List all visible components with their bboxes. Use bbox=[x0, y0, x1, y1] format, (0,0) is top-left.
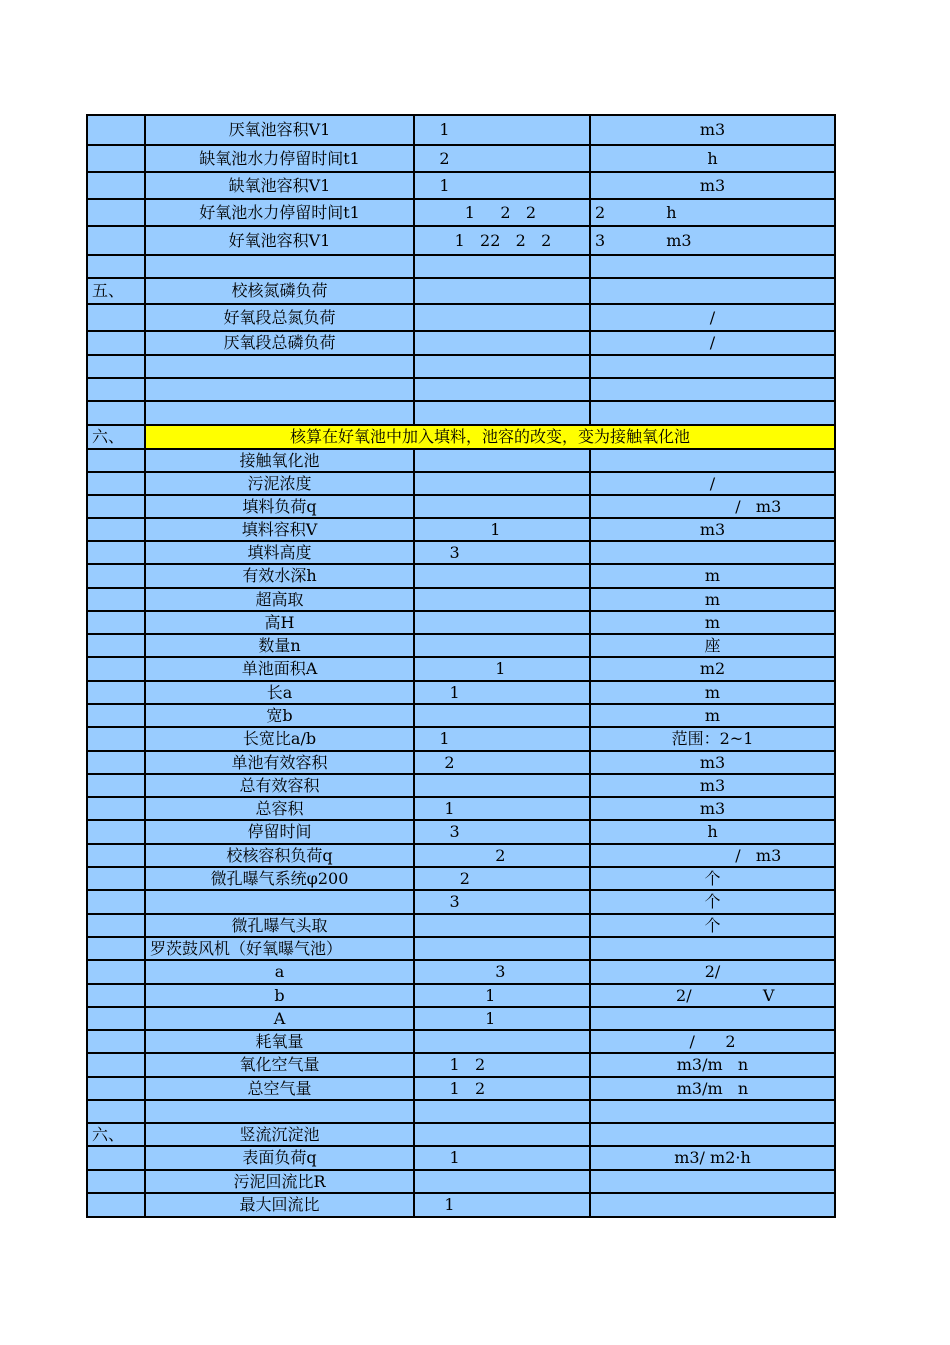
table-row bbox=[87, 172, 835, 199]
section-cell[interactable] bbox=[87, 1100, 145, 1123]
unit-cell[interactable] bbox=[590, 355, 835, 378]
unit-cell[interactable]: 2 h bbox=[590, 199, 835, 226]
value-cell[interactable] bbox=[414, 937, 590, 960]
unit-cell[interactable]: 2/ V bbox=[590, 984, 835, 1007]
table-row bbox=[87, 564, 835, 588]
table-row bbox=[87, 890, 835, 914]
item-name-cell[interactable]: 微孔曝气头取 bbox=[145, 914, 414, 937]
section-cell[interactable] bbox=[87, 449, 145, 472]
table-row bbox=[87, 844, 835, 867]
unit-cell[interactable]: 范围：2~1 bbox=[590, 727, 835, 751]
table-row bbox=[87, 820, 835, 844]
unit-cell[interactable]: h bbox=[590, 820, 835, 844]
section-cell[interactable] bbox=[87, 401, 145, 425]
unit-cell[interactable]: m bbox=[590, 588, 835, 611]
item-name-cell[interactable]: 总有效容积 bbox=[145, 774, 414, 797]
item-name-cell[interactable]: 耗氧量 bbox=[145, 1030, 414, 1053]
item-name-cell[interactable]: 有效水深h bbox=[145, 564, 414, 588]
section-cell[interactable] bbox=[87, 844, 145, 867]
value-cell[interactable] bbox=[414, 401, 590, 425]
value-cell[interactable]: 3 bbox=[414, 820, 590, 844]
value-cell[interactable] bbox=[414, 1170, 590, 1193]
unit-cell[interactable] bbox=[590, 255, 835, 278]
section-cell[interactable] bbox=[87, 255, 145, 278]
table-row bbox=[87, 588, 835, 611]
unit-cell[interactable] bbox=[590, 401, 835, 425]
item-name-cell[interactable]: 罗茨鼓风机（好氧曝气池） bbox=[145, 937, 414, 960]
section-cell[interactable] bbox=[87, 1170, 145, 1193]
item-name-cell[interactable] bbox=[145, 401, 414, 425]
unit-cell[interactable]: m bbox=[590, 681, 835, 704]
value-cell[interactable]: 1 bbox=[414, 681, 590, 704]
item-name-cell[interactable]: 单池面积A bbox=[145, 657, 414, 681]
section-cell[interactable] bbox=[87, 611, 145, 634]
item-name-cell[interactable]: 填料高度 bbox=[145, 541, 414, 564]
item-name-cell[interactable]: 好氧池水力停留时间t1 bbox=[145, 199, 414, 226]
table-row bbox=[87, 1077, 835, 1100]
item-name-cell[interactable]: 好氧池容积V1 bbox=[145, 226, 414, 255]
section-cell[interactable] bbox=[87, 657, 145, 681]
item-name-cell[interactable]: 厌氧段总磷负荷 bbox=[145, 331, 414, 355]
value-cell[interactable]: 3 bbox=[414, 960, 590, 984]
unit-cell[interactable]: m3 bbox=[590, 797, 835, 820]
item-name-cell[interactable]: 缺氧池水力停留时间t1 bbox=[145, 145, 414, 172]
value-cell[interactable] bbox=[414, 611, 590, 634]
item-name-cell[interactable] bbox=[145, 378, 414, 401]
item-name-cell[interactable]: 最大回流比 bbox=[145, 1193, 414, 1217]
section-cell[interactable] bbox=[87, 704, 145, 727]
unit-cell[interactable]: m bbox=[590, 564, 835, 588]
section-cell[interactable] bbox=[87, 199, 145, 226]
section-cell[interactable] bbox=[87, 145, 145, 172]
item-name-cell[interactable]: 校核容积负荷q bbox=[145, 844, 414, 867]
item-name-cell[interactable]: 氧化空气量 bbox=[145, 1053, 414, 1077]
spreadsheet-table bbox=[86, 114, 836, 1218]
unit-cell[interactable] bbox=[590, 1193, 835, 1217]
item-name-cell[interactable]: a bbox=[145, 960, 414, 984]
table-row bbox=[87, 937, 835, 960]
unit-cell[interactable]: m3 bbox=[590, 518, 835, 541]
section-cell[interactable] bbox=[87, 937, 145, 960]
table-row bbox=[87, 914, 835, 937]
value-cell[interactable]: 1 bbox=[414, 1007, 590, 1030]
item-name-cell[interactable] bbox=[145, 255, 414, 278]
table-row bbox=[87, 115, 835, 145]
value-cell[interactable] bbox=[414, 1100, 590, 1123]
highlight-cell[interactable]: 核算在好氧池中加入填料，池容的改变，变为接触氧化池 bbox=[145, 425, 835, 449]
unit-cell[interactable]: 个 bbox=[590, 914, 835, 937]
item-name-cell[interactable]: 校核氮磷负荷 bbox=[145, 278, 414, 304]
spreadsheet-body bbox=[87, 115, 835, 1217]
unit-cell[interactable]: / bbox=[590, 472, 835, 495]
unit-cell[interactable] bbox=[590, 449, 835, 472]
item-name-cell[interactable]: 微孔曝气系统φ200 bbox=[145, 867, 414, 890]
table-row bbox=[87, 278, 835, 304]
section-cell[interactable] bbox=[87, 1053, 145, 1077]
unit-cell[interactable]: m3 bbox=[590, 115, 835, 145]
table-row bbox=[87, 1193, 835, 1217]
value-cell[interactable]: 1 2 bbox=[414, 1077, 590, 1100]
item-name-cell[interactable]: 宽b bbox=[145, 704, 414, 727]
section-cell[interactable] bbox=[87, 518, 145, 541]
value-cell[interactable] bbox=[414, 704, 590, 727]
table-row bbox=[87, 634, 835, 657]
unit-cell[interactable]: m bbox=[590, 704, 835, 727]
value-cell[interactable] bbox=[414, 255, 590, 278]
section-cell[interactable] bbox=[87, 797, 145, 820]
unit-cell[interactable]: m2 bbox=[590, 657, 835, 681]
section-cell[interactable] bbox=[87, 1193, 145, 1217]
table-row bbox=[87, 541, 835, 564]
item-name-cell[interactable]: 单池有效容积 bbox=[145, 751, 414, 774]
value-cell[interactable] bbox=[414, 1030, 590, 1053]
table-row bbox=[87, 199, 835, 226]
table-row bbox=[87, 1030, 835, 1053]
item-name-cell[interactable]: 好氧段总氮负荷 bbox=[145, 304, 414, 331]
value-cell[interactable]: 1 2 bbox=[414, 1053, 590, 1077]
unit-cell[interactable]: m3/m n bbox=[590, 1053, 835, 1077]
section-cell[interactable] bbox=[87, 115, 145, 145]
item-name-cell[interactable]: 长a bbox=[145, 681, 414, 704]
table-row bbox=[87, 495, 835, 518]
section-cell[interactable] bbox=[87, 681, 145, 704]
table-row bbox=[87, 1100, 835, 1123]
item-name-cell[interactable]: 填料容积V bbox=[145, 518, 414, 541]
table-row bbox=[87, 1123, 835, 1146]
unit-cell[interactable]: 个 bbox=[590, 890, 835, 914]
value-cell[interactable]: 1 22 2 2 bbox=[414, 226, 590, 255]
item-name-cell[interactable]: 高H bbox=[145, 611, 414, 634]
unit-cell[interactable]: m bbox=[590, 611, 835, 634]
item-name-cell[interactable] bbox=[145, 890, 414, 914]
value-cell[interactable]: 3 bbox=[414, 541, 590, 564]
unit-cell[interactable]: / m3 bbox=[590, 495, 835, 518]
section-cell[interactable] bbox=[87, 1007, 145, 1030]
value-cell[interactable] bbox=[414, 774, 590, 797]
table-row bbox=[87, 1053, 835, 1077]
section-cell[interactable] bbox=[87, 472, 145, 495]
value-cell[interactable]: 1 bbox=[414, 984, 590, 1007]
unit-cell[interactable] bbox=[590, 937, 835, 960]
value-cell[interactable]: 1 bbox=[414, 172, 590, 199]
value-cell[interactable]: 1 bbox=[414, 1146, 590, 1170]
section-cell[interactable] bbox=[87, 751, 145, 774]
table-row bbox=[87, 355, 835, 378]
table-row bbox=[87, 331, 835, 355]
table-row bbox=[87, 611, 835, 634]
item-name-cell[interactable]: 接触氧化池 bbox=[145, 449, 414, 472]
unit-cell[interactable]: / 2 bbox=[590, 1030, 835, 1053]
value-cell[interactable] bbox=[414, 495, 590, 518]
table-row bbox=[87, 867, 835, 890]
value-cell[interactable]: 1 2 2 bbox=[414, 199, 590, 226]
table-row bbox=[87, 1170, 835, 1193]
table-row bbox=[87, 378, 835, 401]
table-row bbox=[87, 449, 835, 472]
section-cell[interactable] bbox=[87, 727, 145, 751]
value-cell[interactable]: 1 bbox=[414, 657, 590, 681]
table-row bbox=[87, 518, 835, 541]
unit-cell[interactable]: m3 bbox=[590, 172, 835, 199]
item-name-cell[interactable]: 表面负荷q bbox=[145, 1146, 414, 1170]
section-cell[interactable] bbox=[87, 867, 145, 890]
value-cell[interactable] bbox=[414, 914, 590, 937]
value-cell[interactable] bbox=[414, 331, 590, 355]
section-cell[interactable] bbox=[87, 1030, 145, 1053]
section-cell[interactable] bbox=[87, 172, 145, 199]
unit-cell[interactable]: 座 bbox=[590, 634, 835, 657]
item-name-cell[interactable]: 填料负荷q bbox=[145, 495, 414, 518]
value-cell[interactable]: 3 bbox=[414, 890, 590, 914]
item-name-cell[interactable]: 污泥浓度 bbox=[145, 472, 414, 495]
section-cell[interactable] bbox=[87, 960, 145, 984]
unit-cell[interactable]: / bbox=[590, 304, 835, 331]
section-cell[interactable]: 六、 bbox=[87, 1123, 145, 1146]
item-name-cell[interactable]: 污泥回流比R bbox=[145, 1170, 414, 1193]
table-row bbox=[87, 774, 835, 797]
unit-cell[interactable] bbox=[590, 1170, 835, 1193]
unit-cell[interactable] bbox=[590, 1100, 835, 1123]
item-name-cell[interactable]: 缺氧池容积V1 bbox=[145, 172, 414, 199]
section-cell[interactable] bbox=[87, 304, 145, 331]
unit-cell[interactable] bbox=[590, 378, 835, 401]
table-row bbox=[87, 472, 835, 495]
value-cell[interactable] bbox=[414, 634, 590, 657]
unit-cell[interactable]: 个 bbox=[590, 867, 835, 890]
value-cell[interactable] bbox=[414, 588, 590, 611]
value-cell[interactable]: 1 bbox=[414, 115, 590, 145]
unit-cell[interactable]: / bbox=[590, 331, 835, 355]
item-name-cell[interactable]: 数量n bbox=[145, 634, 414, 657]
table-row bbox=[87, 304, 835, 331]
unit-cell[interactable]: 2/ bbox=[590, 960, 835, 984]
value-cell[interactable]: 1 bbox=[414, 797, 590, 820]
section-cell[interactable] bbox=[87, 226, 145, 255]
item-name-cell[interactable] bbox=[145, 355, 414, 378]
unit-cell[interactable] bbox=[590, 278, 835, 304]
section-cell[interactable] bbox=[87, 890, 145, 914]
section-cell[interactable] bbox=[87, 634, 145, 657]
section-cell[interactable] bbox=[87, 541, 145, 564]
table-row bbox=[87, 984, 835, 1007]
unit-cell[interactable]: m3 bbox=[590, 751, 835, 774]
unit-cell[interactable] bbox=[590, 541, 835, 564]
table-row bbox=[87, 704, 835, 727]
table-row bbox=[87, 797, 835, 820]
value-cell[interactable] bbox=[414, 355, 590, 378]
table-row bbox=[87, 255, 835, 278]
value-cell[interactable]: 1 bbox=[414, 518, 590, 541]
value-cell[interactable] bbox=[414, 278, 590, 304]
item-name-cell[interactable]: A bbox=[145, 1007, 414, 1030]
table-row bbox=[87, 1146, 835, 1170]
value-cell[interactable] bbox=[414, 472, 590, 495]
table-row bbox=[87, 145, 835, 172]
section-cell[interactable] bbox=[87, 378, 145, 401]
item-name-cell[interactable]: 停留时间 bbox=[145, 820, 414, 844]
value-cell[interactable]: 2 bbox=[414, 844, 590, 867]
unit-cell[interactable]: h bbox=[590, 145, 835, 172]
item-name-cell[interactable]: 超高取 bbox=[145, 588, 414, 611]
table-row bbox=[87, 727, 835, 751]
item-name-cell[interactable]: 长宽比a/b bbox=[145, 727, 414, 751]
unit-cell[interactable]: 3 m3 bbox=[590, 226, 835, 255]
section-cell[interactable]: 六、 bbox=[87, 425, 145, 449]
value-cell[interactable]: 2 bbox=[414, 751, 590, 774]
section-cell[interactable] bbox=[87, 355, 145, 378]
section-cell[interactable] bbox=[87, 1077, 145, 1100]
section-cell[interactable] bbox=[87, 495, 145, 518]
value-cell[interactable] bbox=[414, 449, 590, 472]
unit-cell[interactable]: m3 bbox=[590, 774, 835, 797]
table-row bbox=[87, 226, 835, 255]
value-cell[interactable]: 2 bbox=[414, 145, 590, 172]
table-row bbox=[87, 425, 835, 449]
table-row bbox=[87, 401, 835, 425]
unit-cell[interactable]: / m3 bbox=[590, 844, 835, 867]
item-name-cell[interactable]: 竖流沉淀池 bbox=[145, 1123, 414, 1146]
table-row bbox=[87, 681, 835, 704]
unit-cell[interactable] bbox=[590, 1007, 835, 1030]
section-cell[interactable] bbox=[87, 914, 145, 937]
section-cell[interactable] bbox=[87, 331, 145, 355]
section-cell[interactable] bbox=[87, 564, 145, 588]
section-cell[interactable] bbox=[87, 820, 145, 844]
value-cell[interactable]: 2 bbox=[414, 867, 590, 890]
table-row bbox=[87, 960, 835, 984]
item-name-cell[interactable]: 总空气量 bbox=[145, 1077, 414, 1100]
section-cell[interactable]: 五、 bbox=[87, 278, 145, 304]
value-cell[interactable] bbox=[414, 378, 590, 401]
section-cell[interactable] bbox=[87, 984, 145, 1007]
section-cell[interactable] bbox=[87, 588, 145, 611]
section-cell[interactable] bbox=[87, 774, 145, 797]
table-row bbox=[87, 657, 835, 681]
item-name-cell[interactable]: b bbox=[145, 984, 414, 1007]
item-name-cell[interactable]: 总容积 bbox=[145, 797, 414, 820]
value-cell[interactable]: 1 bbox=[414, 1193, 590, 1217]
unit-cell[interactable]: m3/ m2·h bbox=[590, 1146, 835, 1170]
item-name-cell[interactable]: 厌氧池容积V1 bbox=[145, 115, 414, 145]
table-row bbox=[87, 1007, 835, 1030]
value-cell[interactable] bbox=[414, 304, 590, 331]
unit-cell[interactable] bbox=[590, 1123, 835, 1146]
value-cell[interactable]: 1 bbox=[414, 727, 590, 751]
unit-cell[interactable]: m3/m n bbox=[590, 1077, 835, 1100]
section-cell[interactable] bbox=[87, 1146, 145, 1170]
value-cell[interactable] bbox=[414, 1123, 590, 1146]
item-name-cell[interactable] bbox=[145, 1100, 414, 1123]
table-row bbox=[87, 751, 835, 774]
value-cell[interactable] bbox=[414, 564, 590, 588]
